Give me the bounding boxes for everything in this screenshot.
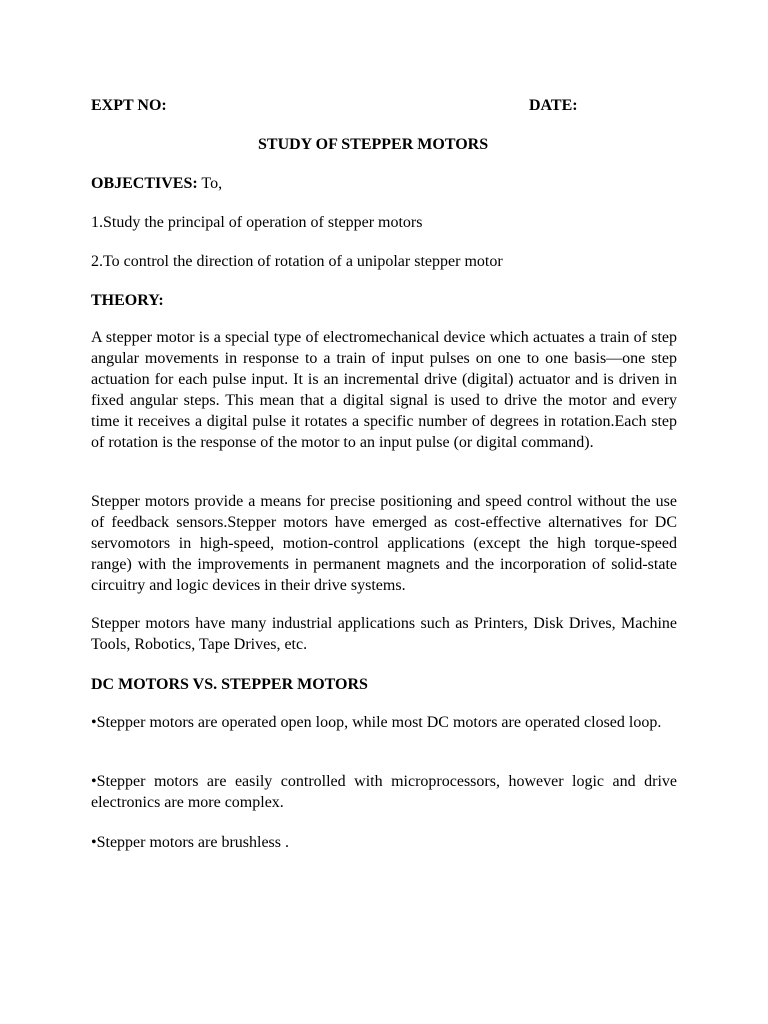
theory-paragraph-1: A stepper motor is a special type of electromechanical device which actuates a train of step angular movements in response to a train of input pulses on one to one basis—one step actuation for each pulse input. It is an incremental drive (digital) actuator and is driven in fixed angular steps. This mean that a digital signal is used to drive the motor and every time it receives a digital pulse it rotates a specific number of degrees in rotation.Each step of rotation is the response of the motor to an input pulse (or digital command). <box>91 329 677 451</box>
objectives-heading: OBJECTIVES: <box>91 175 198 192</box>
objective-item-2: 2.To control the direction of rotation of a unipolar stepper motor <box>91 253 503 270</box>
expt-no-label: EXPT NO: <box>91 97 167 114</box>
comparison-heading: DC MOTORS VS. STEPPER MOTORS <box>91 676 368 693</box>
objectives-line <box>91 173 222 194</box>
objective-item-1: 1.Study the principal of operation of stepper motors <box>91 214 423 231</box>
date-label: DATE: <box>529 97 578 114</box>
theory-heading: THEORY: <box>91 292 164 309</box>
comparison-bullet-2: •Stepper motors are easily controlled with microprocessors, however logic and drive electronics are more complex. <box>91 773 677 811</box>
objectives-intro: To, <box>197 175 223 192</box>
comparison-bullet-3: •Stepper motors are brushless . <box>91 834 290 851</box>
comparison-bullet-1: •Stepper motors are operated open loop, while most DC motors are operated closed loop. <box>91 714 662 731</box>
theory-paragraph-3: Stepper motors have many industrial applications such as Printers, Disk Drives, Machine Tools, Robotics, Tape Drives, etc. <box>91 615 677 653</box>
document-title: STUDY OF STEPPER MOTORS <box>258 136 489 153</box>
theory-paragraph-2: Stepper motors provide a means for precise positioning and speed control without the use of feedback sensors.Stepper motors have emerged as cost-effective alternatives for DC servomotors in high-speed, motion-control applications (except the high torque-speed range) with the improvements in permanent magnets and the incorporation of solid-state circuitry and logic devices in their drive systems. <box>91 493 677 594</box>
